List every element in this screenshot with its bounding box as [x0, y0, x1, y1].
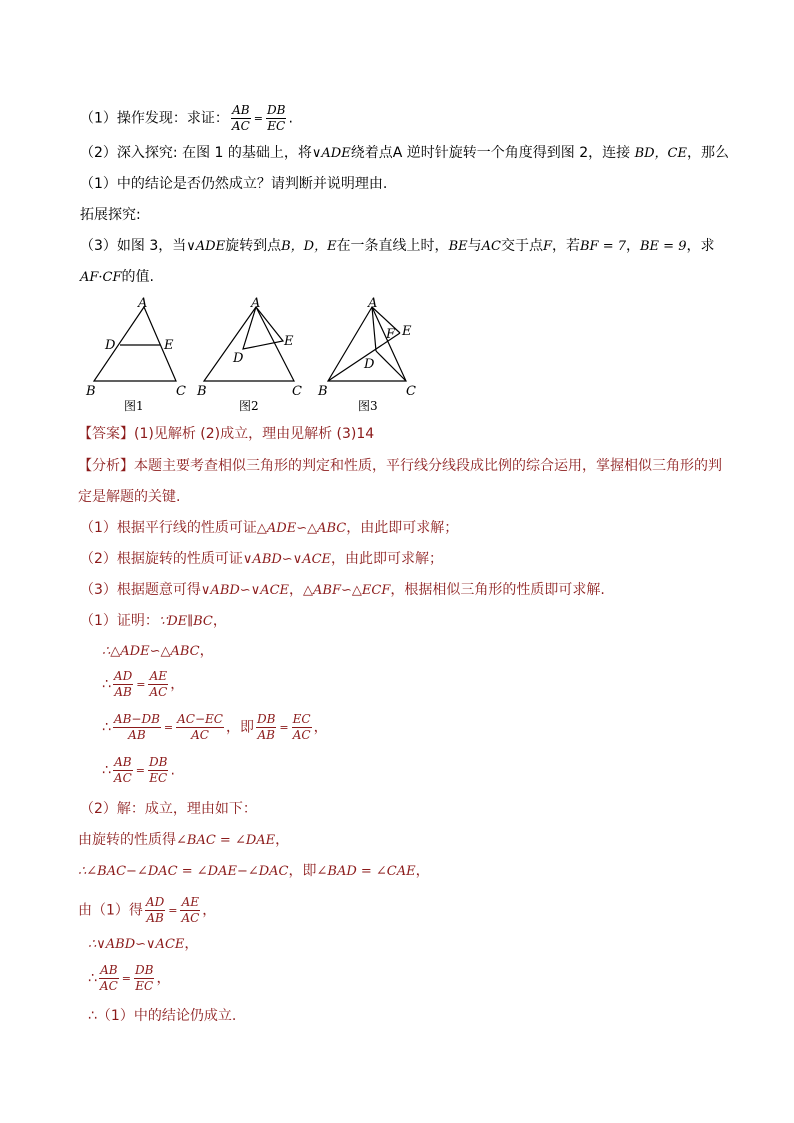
q2-line2: （1）中的结论是否仍然成立？请判断并说明理由.: [80, 176, 388, 192]
caption-fig3: 图3: [358, 399, 378, 413]
q3-line2: AF·CF的值.: [80, 269, 154, 285]
label-b-fig2: B: [197, 384, 207, 399]
fraction-ad-ab: $\frac{AD}{AB}$: [113, 669, 133, 699]
analysis-point3: （3）根据题意可得∨ABD∽∨ACE，△ABF∽△ECF，根据相似三角形的性质即可求解.: [80, 582, 605, 598]
answer-text: (1)见解析 (2)成立，理由见解析 (3)14: [134, 426, 375, 442]
q1-line: （1）操作发现：求证： $\frac{AB}{AC}$ = $\frac{DB}{EC}$ .: [80, 103, 293, 133]
label-e-fig3: E: [402, 324, 412, 339]
proof1-line1: （1）证明：∵DE∥BC，: [80, 613, 227, 629]
label-d-fig2: D: [233, 351, 244, 366]
label-e-fig1: E: [164, 338, 174, 353]
q1-prefix: （1）操作发现：求证：: [80, 110, 229, 127]
analysis-point1: （1）根据平行线的性质可证△ADE∽△ABC，由此即可求解；: [80, 520, 459, 536]
proof2-line2: 由旋转的性质得∠BAC = ∠DAE，: [78, 832, 290, 848]
proof1-line2: ∴△ADE∽△ABC，: [102, 643, 214, 659]
analysis-line2: 定是解题的关键.: [78, 489, 181, 505]
fraction-db-ec-3: $\frac{DB}{EC}$: [135, 963, 154, 993]
proof2-line6: ∴ $\frac{AB}{AC}$ = $\frac{DB}{EC}$ ，: [88, 963, 171, 993]
fraction-db-ec-2: $\frac{DB}{EC}$: [149, 755, 168, 785]
fraction-db-ec: $\frac{DB}{EC}$: [267, 103, 286, 133]
analysis-line1: 【分析】本题主要考查相似三角形的判定和性质，平行线分线段成比例的综合运用，掌握相似三角形的判: [78, 458, 722, 474]
proof2-line1: （2）解：成立，理由如下：: [80, 801, 257, 817]
proof1-line4: ∴ $\frac{AB-DB}{AB}$ = $\frac{AC-EC}{AC}$ ，即 $\frac{DB}{AB}$ = $\frac{EC}{AC}$ ，: [102, 712, 328, 742]
label-b-fig3: B: [318, 384, 328, 399]
caption-fig2: 图2: [239, 399, 259, 413]
q2-line1: （2）深入探究: 在图 1 的基础上，将∨ADE绕着点A 逆时针旋转一个角度得到图 2，连接 BD，CE，那么: [80, 145, 729, 161]
proof2-line3: ∴∠BAC−∠DAC = ∠DAE−∠DAC，即∠BAD = ∠CAE，: [78, 863, 430, 879]
segment-dc-fig3: [376, 351, 406, 381]
label-d-fig1: D: [105, 338, 116, 353]
fraction-ab-ac: $\frac{AB}{AC}$: [231, 103, 250, 133]
fraction-ae-ac-2: $\frac{AE}{AC}$: [181, 895, 200, 925]
fraction-ab-ac-2: $\frac{AB}{AC}$: [113, 755, 132, 785]
label-f-fig3: F: [386, 327, 396, 342]
figures: [80, 295, 420, 417]
triangle-abc-fig2: [204, 307, 294, 381]
fraction-ab-db-over-ab: $\frac{AB-DB}{AB}$: [113, 712, 160, 742]
q3-line1: （3）如图 3，当∨ADE旋转到点B，D，E在一条直线上时，BE与AC交于点F，若BF = 7，BE = 9，求: [80, 238, 715, 254]
label-c-fig2: C: [292, 384, 302, 399]
expand-title: 拓展探究:: [80, 207, 141, 223]
analysis-point2: （2）根据旋转的性质可证∨ABD∽∨ACE，由此即可求解；: [80, 551, 444, 567]
label-b-fig1: B: [86, 384, 96, 399]
answer-label: 【答案】: [78, 426, 134, 442]
proof1-line5: ∴ $\frac{AB}{AC}$ = $\frac{DB}{EC}$ .: [102, 755, 175, 785]
caption-fig1: 图1: [124, 399, 144, 413]
fraction-ec-ac: $\frac{EC}{AC}$: [292, 712, 311, 742]
fraction-ad-ab-2: $\frac{AD}{AB}$: [145, 895, 165, 925]
fraction-ae-ac: $\frac{AE}{AC}$: [149, 669, 168, 699]
proof2-line4: 由（1）得 $\frac{AD}{AB}$ = $\frac{AE}{AC}$ ，: [78, 895, 217, 925]
label-c-fig3: C: [406, 384, 416, 399]
fraction-ab-ac-3: $\frac{AB}{AC}$: [99, 963, 118, 993]
analysis-label: 【分析】: [78, 458, 134, 474]
triangle-ade-fig2: [243, 307, 283, 349]
answer-line: [78, 424, 374, 444]
label-a-fig1: A: [138, 296, 148, 311]
label-d-fig3: D: [364, 357, 375, 372]
proof2-line5: ∴∨ABD∽∨ACE，: [88, 936, 199, 952]
proof1-line3: ∴ $\frac{AD}{AB}$ = $\frac{AE}{AC}$ ，: [102, 669, 185, 699]
label-e-fig2: E: [284, 334, 294, 349]
label-a-fig3: A: [368, 296, 378, 311]
label-a-fig2: A: [251, 296, 261, 311]
fraction-db-ab: $\frac{DB}{AB}$: [256, 712, 276, 742]
fraction-ac-ec-over-ac: $\frac{AC-EC}{AC}$: [177, 712, 223, 742]
label-c-fig1: C: [176, 384, 186, 399]
proof2-line7: ∴（1）中的结论仍成立.: [88, 1008, 237, 1024]
figure-2: [204, 307, 294, 381]
